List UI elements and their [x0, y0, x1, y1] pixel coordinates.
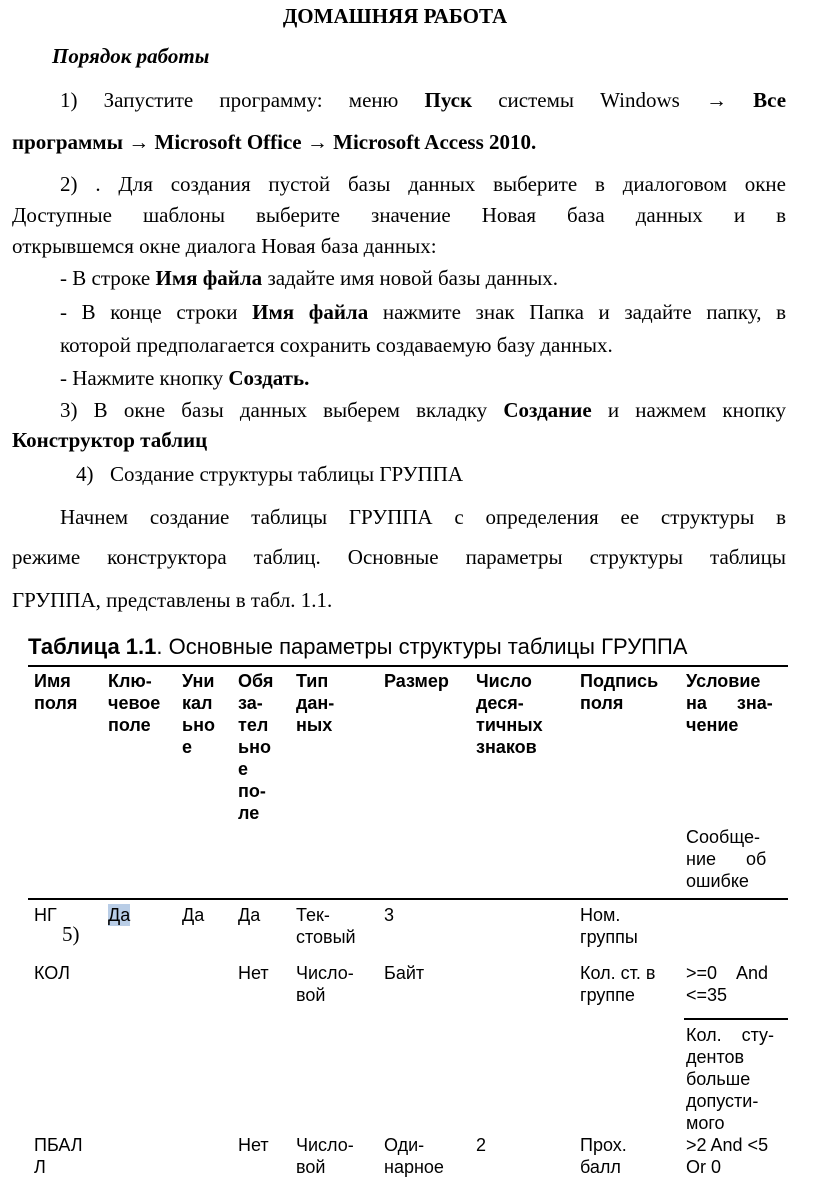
bullet2-bold: Имя файла — [252, 300, 369, 324]
step3-bold: Создание — [503, 398, 592, 422]
header-key-field: Клю- чевое поле — [108, 671, 161, 735]
table-header-rule — [28, 898, 788, 900]
bullet2-text2: нажмите знак Папка и задайте папку, в — [368, 300, 786, 324]
step3-line2: Конструктор таблиц — [12, 428, 208, 452]
table-msg-rule — [684, 1018, 788, 1020]
step4-text: Создание структуры таблицы ГРУППА — [110, 462, 464, 486]
row1-required: Да — [238, 905, 261, 925]
bullet2-text: - В конце строки — [60, 300, 253, 324]
header-unique: Уни кал ьно е — [182, 671, 215, 757]
row3-type: Число- вой — [296, 1135, 354, 1177]
row1-unique: Да — [182, 905, 205, 925]
table-top-rule — [28, 665, 788, 667]
step1-number: 1) — [60, 88, 78, 112]
bullet1-text2: задайте имя новой базы данных. — [262, 266, 558, 290]
header-validation-message: Сообще- ние об ошибке — [686, 827, 767, 891]
header-decimals: Число деся- тичных знаков — [476, 671, 543, 757]
page-heading: ДОМАШНЯЯ РАБОТА — [282, 4, 508, 28]
step2-line3: открывшемся окне диалога Новая база данных: — [12, 234, 437, 258]
bullet-create — [60, 366, 309, 391]
header-required: Обя за- тел ьно е по- ле — [238, 671, 274, 823]
bullet1-bold: Имя файла — [155, 266, 263, 290]
bullet3-bold: Создать. — [228, 366, 310, 390]
bullet-filename — [60, 266, 558, 291]
row1-caption: Ном. группы — [580, 905, 638, 947]
header-data-type: Тип дан- ных — [296, 671, 335, 735]
step5-number: 5) — [62, 922, 80, 946]
para-line3: ГРУППА, представлены в табл. 1.1. — [12, 588, 333, 612]
row1-key: Да — [108, 905, 131, 925]
table-1-1 — [28, 634, 790, 1190]
row2-type: Число- вой — [296, 963, 354, 1005]
table-title-rest: . Основные параметры структуры таблицы ГРУППА — [156, 634, 688, 659]
bullet-folder-line1 — [60, 300, 786, 325]
step2-line1: 2) . Для создания пустой базы данных выберите в диалоговом окне — [60, 172, 786, 196]
step1-all-programs: Все — [753, 88, 787, 112]
row1-type: Тек- стовый — [296, 905, 356, 947]
row3-caption: Прох. балл — [580, 1135, 627, 1177]
step2-line2: Доступные шаблоны выберите значение Новая база данных и в — [12, 203, 786, 227]
row3-size: Оди- нарное — [384, 1135, 444, 1177]
step1-text: Запустите программу: меню — [103, 88, 425, 112]
para-line2: режиме конструктора таблиц. Основные параметры структуры таблицы — [12, 545, 786, 569]
header-field-name: Имя поля — [34, 671, 78, 713]
step3-line1 — [60, 398, 786, 423]
row1-size: 3 — [384, 905, 395, 925]
row2-required: Нет — [238, 963, 269, 983]
row2-name: КОЛ — [34, 963, 70, 983]
step4-number: 4) — [76, 462, 94, 486]
bullet1-text: - В строке — [60, 266, 156, 290]
table-title-bold: Таблица 1.1 — [28, 634, 157, 659]
step1-start-menu: Пуск — [424, 88, 473, 112]
row3-name: ПБАЛ Л — [34, 1135, 83, 1177]
row3-decimals: 2 — [476, 1135, 487, 1155]
bullet-folder-line2: которой предполагается сохранить создаваемую базу данных. — [60, 333, 613, 357]
step1-line1 — [60, 88, 786, 113]
row3-condition: >2 And <5 Or 0 — [686, 1135, 769, 1177]
header-validation-rule: Условие на зна- чение — [686, 671, 773, 735]
step3-text: 3) В окне базы данных выберем вкладку — [60, 398, 504, 422]
table-title — [28, 634, 687, 660]
bullet3-text: - Нажмите кнопку — [60, 366, 229, 390]
para-line1: Начнем создание таблицы ГРУППА с определения ее структуры в — [60, 505, 786, 529]
step3-text2: и нажмем кнопку — [591, 398, 786, 422]
step1-text2: системы Windows → — [472, 88, 754, 112]
work-order-subheading: Порядок работы — [52, 44, 210, 68]
row1-name: НГ — [34, 905, 57, 925]
row2-size: Байт — [384, 963, 425, 983]
row2-caption: Кол. ст. в группе — [580, 963, 656, 1005]
row2-condition: >=0 And <=35 — [686, 963, 769, 1005]
step1-line2: программы → Microsoft Office → Microsoft Access 2010. — [12, 130, 537, 154]
header-caption: Подпись поля — [580, 671, 659, 713]
row3-required: Нет — [238, 1135, 269, 1155]
row2-message: Кол. сту- дентов больше допусти- мого — [686, 1025, 775, 1133]
header-size: Размер — [384, 671, 449, 691]
